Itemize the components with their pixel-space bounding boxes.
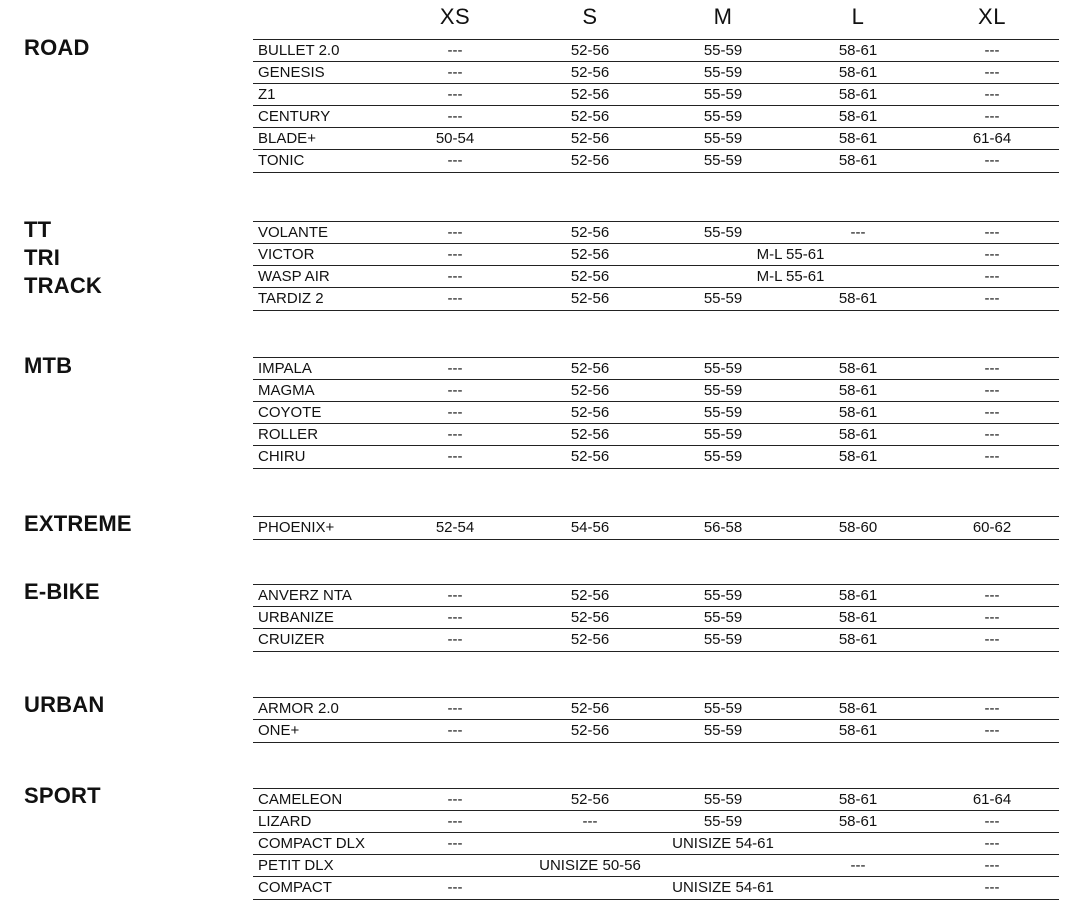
model-name: BLADE+ (258, 130, 316, 147)
size-cell: --- (582, 813, 598, 830)
model-name: TARDIZ 2 (258, 290, 324, 307)
size-cell: 55-59 (703, 631, 743, 648)
size-cell: --- (850, 857, 866, 874)
size-cell: --- (447, 426, 463, 443)
size-cell: 58-61 (838, 64, 878, 81)
size-cell: 58-61 (838, 130, 878, 147)
size-cell: --- (984, 587, 1000, 604)
size-cell: --- (984, 631, 1000, 648)
size-cell: 58-60 (838, 519, 878, 536)
model-name: WASP AIR (258, 268, 330, 285)
size-cell: --- (447, 609, 463, 626)
size-cell: --- (984, 609, 1000, 626)
section-title-line: EXTREME (24, 511, 132, 536)
size-cell: 55-59 (703, 813, 743, 830)
size-cell: 52-56 (570, 268, 610, 285)
section-title (24, 510, 132, 538)
table-row (253, 810, 1059, 832)
size-cell: --- (447, 42, 463, 59)
size-cell: --- (984, 290, 1000, 307)
size-cell: --- (984, 382, 1000, 399)
size-cell: 52-56 (570, 631, 610, 648)
table-row (253, 61, 1059, 83)
model-name: CHIRU (258, 448, 306, 465)
size-cell: --- (447, 700, 463, 717)
table-row (253, 854, 1059, 876)
section-title-line: E-BIKE (24, 579, 100, 604)
table-row (253, 719, 1059, 743)
model-name: COYOTE (258, 404, 322, 421)
model-name: ARMOR 2.0 (258, 700, 339, 717)
size-cell: 52-56 (570, 587, 610, 604)
size-cell: 52-56 (570, 224, 610, 241)
size-cell: --- (447, 152, 463, 169)
size-cell: 58-61 (838, 382, 878, 399)
size-cell: 55-59 (703, 108, 743, 125)
model-name: URBANIZE (258, 609, 334, 626)
size-cell: --- (984, 268, 1000, 285)
table-row (253, 83, 1059, 105)
size-cell: 61-64 (972, 130, 1012, 147)
table-row (253, 401, 1059, 423)
model-name: Z1 (258, 86, 276, 103)
column-header-m: M (713, 4, 733, 29)
table-row (253, 357, 1059, 379)
size-cell: 58-61 (838, 86, 878, 103)
size-cell: --- (984, 224, 1000, 241)
size-cell: 52-56 (570, 360, 610, 377)
size-cell: --- (447, 64, 463, 81)
size-cell: 58-61 (838, 791, 878, 808)
size-cell: --- (447, 587, 463, 604)
size-cell: --- (984, 86, 1000, 103)
size-cell: --- (984, 448, 1000, 465)
section-title-line: TT (24, 217, 52, 242)
model-name: TONIC (258, 152, 305, 169)
size-cell: 52-56 (570, 246, 610, 263)
size-cell: 55-59 (703, 290, 743, 307)
section-title (24, 352, 72, 380)
table-row (253, 127, 1059, 149)
size-cell: 52-56 (570, 404, 610, 421)
size-cell: 58-61 (838, 722, 878, 739)
model-name: PHOENIX+ (258, 519, 335, 536)
table-row (253, 876, 1059, 900)
size-cell: --- (984, 246, 1000, 263)
section-title-line: URBAN (24, 692, 105, 717)
section-title-line: TRI (24, 245, 61, 270)
table-row (253, 39, 1059, 61)
model-name: CRUIZER (258, 631, 325, 648)
size-cell: 52-56 (570, 86, 610, 103)
size-cell: 54-56 (570, 519, 610, 536)
section-title (24, 34, 90, 62)
size-cell: 52-56 (570, 64, 610, 81)
size-table (253, 221, 1059, 311)
size-cell: 58-61 (838, 290, 878, 307)
size-table (253, 516, 1059, 540)
size-cell: 55-59 (703, 791, 743, 808)
size-cell: --- (984, 64, 1000, 81)
table-row (253, 149, 1059, 173)
size-cell: M-L 55-61 (756, 246, 825, 263)
size-cell: UNISIZE 50-56 (539, 857, 641, 874)
size-cell: 55-59 (703, 722, 743, 739)
table-row (253, 265, 1059, 287)
section-title (24, 216, 102, 300)
size-cell: 58-61 (838, 609, 878, 626)
table-row (253, 516, 1059, 540)
size-cell: --- (447, 879, 463, 896)
size-cell: --- (984, 360, 1000, 377)
table-row (253, 628, 1059, 652)
column-header-l: L (851, 4, 865, 29)
table-row (253, 697, 1059, 719)
model-name: IMPALA (258, 360, 312, 377)
size-cell: 58-61 (838, 448, 878, 465)
size-cell: --- (447, 791, 463, 808)
size-cell: 55-59 (703, 224, 743, 241)
size-cell: --- (447, 813, 463, 830)
size-table (253, 39, 1059, 173)
section-title-line: ROAD (24, 35, 90, 60)
size-cell: --- (447, 224, 463, 241)
size-cell: 52-56 (570, 791, 610, 808)
size-cell: 58-61 (838, 813, 878, 830)
size-cell: --- (447, 448, 463, 465)
size-cell: 58-61 (838, 587, 878, 604)
size-cell: --- (447, 835, 463, 852)
size-cell: --- (447, 246, 463, 263)
model-name: MAGMA (258, 382, 315, 399)
size-cell: --- (850, 224, 866, 241)
size-cell: 52-56 (570, 382, 610, 399)
size-cell: 58-61 (838, 42, 878, 59)
size-cell: --- (984, 426, 1000, 443)
size-cell: 58-61 (838, 108, 878, 125)
size-cell: 55-59 (703, 426, 743, 443)
model-name: COMPACT (258, 879, 332, 896)
section-title-line: TRACK (24, 273, 102, 298)
size-cell: 55-59 (703, 609, 743, 626)
model-name: ROLLER (258, 426, 319, 443)
column-header-s: S (582, 4, 598, 29)
size-cell: M-L 55-61 (756, 268, 825, 285)
size-cell: 52-56 (570, 130, 610, 147)
table-row (253, 287, 1059, 311)
model-name: GENESIS (258, 64, 325, 81)
size-cell: --- (984, 879, 1000, 896)
size-cell: 50-54 (435, 130, 475, 147)
model-name: CAMELEON (258, 791, 343, 808)
table-row (253, 832, 1059, 854)
size-cell: 58-61 (838, 426, 878, 443)
table-row (253, 445, 1059, 469)
size-table (253, 357, 1059, 469)
size-cell: 58-61 (838, 631, 878, 648)
table-row (253, 221, 1059, 243)
model-name: CENTURY (258, 108, 331, 125)
size-cell: 55-59 (703, 64, 743, 81)
model-name: VOLANTE (258, 224, 329, 241)
table-row (253, 788, 1059, 810)
section-title (24, 578, 100, 606)
section-title (24, 782, 101, 810)
section-title (24, 691, 104, 719)
size-cell: 55-59 (703, 587, 743, 604)
model-name: COMPACT DLX (258, 835, 365, 852)
size-cell: --- (447, 268, 463, 285)
table-row (253, 606, 1059, 628)
size-cell: --- (447, 382, 463, 399)
size-table (253, 788, 1059, 900)
size-header-row (0, 0, 1072, 36)
size-cell: --- (447, 631, 463, 648)
size-cell: 52-56 (570, 609, 610, 626)
size-cell: 58-61 (838, 404, 878, 421)
model-name: ONE+ (258, 722, 300, 739)
size-cell: 58-61 (838, 700, 878, 717)
size-cell: UNISIZE 54-61 (672, 879, 774, 896)
table-row (253, 105, 1059, 127)
size-cell: 52-54 (435, 519, 475, 536)
size-cell: 52-56 (570, 42, 610, 59)
size-cell: 52-56 (570, 290, 610, 307)
size-cell: 55-59 (703, 382, 743, 399)
size-cell: UNISIZE 54-61 (672, 835, 774, 852)
size-table (253, 584, 1059, 652)
size-cell: 52-56 (570, 448, 610, 465)
column-header-xl: XL (978, 4, 1006, 29)
column-header-xs: XS (439, 4, 471, 29)
size-cell: --- (984, 700, 1000, 717)
size-cell: --- (984, 857, 1000, 874)
size-cell: 52-56 (570, 108, 610, 125)
size-cell: 55-59 (703, 448, 743, 465)
size-cell: --- (447, 404, 463, 421)
size-cell: 55-59 (703, 360, 743, 377)
model-name: BULLET 2.0 (258, 42, 340, 59)
size-cell: --- (447, 86, 463, 103)
size-cell: --- (447, 360, 463, 377)
size-cell: 55-59 (703, 86, 743, 103)
table-row (253, 584, 1059, 606)
size-cell: 55-59 (703, 42, 743, 59)
section-title-line: SPORT (24, 783, 101, 808)
section-title-line: MTB (24, 353, 73, 378)
size-cell: --- (984, 813, 1000, 830)
size-table (253, 697, 1059, 743)
model-name: LIZARD (258, 813, 312, 830)
size-cell: 52-56 (570, 700, 610, 717)
size-cell: 58-61 (838, 152, 878, 169)
size-cell: --- (984, 722, 1000, 739)
size-cell: 56-58 (703, 519, 743, 536)
size-cell: --- (447, 108, 463, 125)
model-name: ANVERZ NTA (258, 587, 352, 604)
size-cell: --- (447, 722, 463, 739)
size-cell: 55-59 (703, 700, 743, 717)
size-cell: 52-56 (570, 722, 610, 739)
size-cell: --- (984, 835, 1000, 852)
size-cell: 55-59 (703, 152, 743, 169)
size-cell: 55-59 (703, 130, 743, 147)
size-cell: --- (984, 108, 1000, 125)
size-cell: 58-61 (838, 360, 878, 377)
size-cell: --- (984, 42, 1000, 59)
model-name: VICTOR (258, 246, 315, 263)
table-row (253, 243, 1059, 265)
size-cell: --- (447, 290, 463, 307)
size-cell: 52-56 (570, 152, 610, 169)
size-cell: 61-64 (972, 791, 1012, 808)
size-cell: 55-59 (703, 404, 743, 421)
table-row (253, 379, 1059, 401)
size-cell: 60-62 (972, 519, 1012, 536)
size-cell: 52-56 (570, 426, 610, 443)
table-row (253, 423, 1059, 445)
size-cell: --- (984, 152, 1000, 169)
size-cell: --- (984, 404, 1000, 421)
model-name: PETIT DLX (258, 857, 334, 874)
